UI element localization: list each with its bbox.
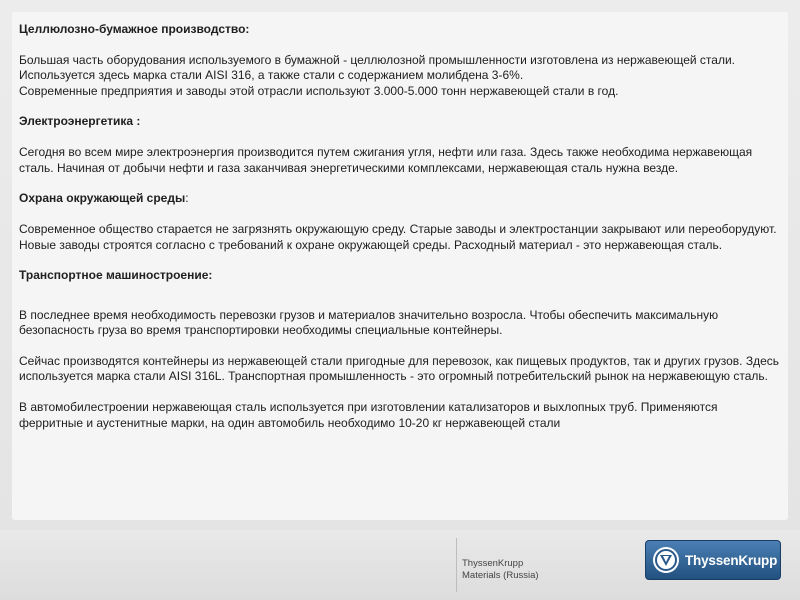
paragraph: Современное общество старается не загрязнять окружающую среду. Старые заводы и электростанции закрывают или переоборудуют. Новые заводы строятся согласно с требований к охране окружающей среды. Расходный материал - это нержавеющая сталь. xyxy=(19,222,777,252)
slide-text xyxy=(19,22,779,431)
company-line-1: ThyssenKrupp xyxy=(462,558,524,569)
section-heading-transport: Транспортное машиностроение: xyxy=(19,268,213,283)
paragraph: В автомобилестроении нержавеющая сталь используется при изготовлении катализаторов и выхлопных труб. Применяются ферритные и аустенитные марки, на один автомобиль необходимо 10-20 кг нержавеющей стали xyxy=(19,400,718,430)
logo-wordmark: ThyssenKrupp xyxy=(685,552,778,568)
company-name xyxy=(462,558,539,582)
paragraph: Сегодня во всем мире электроэнергия производится путем сжигания угля, нефти или газа. Здесь также необходима нержавеющая сталь. Начиная от добычи нефти и газа заканчивая энергетическими комплексами, нержавеющая сталь нужна везде. xyxy=(19,145,753,175)
company-line-2: Materials (Russia) xyxy=(462,570,539,581)
section-heading-environment xyxy=(19,191,779,206)
section-heading-pulp-paper: Целлюлозно-бумажное производство: xyxy=(19,22,250,36)
footer-divider xyxy=(456,538,457,592)
section-heading-environment-label: Охрана окружающей среды xyxy=(19,191,186,206)
paragraph: В последнее время необходимость перевозки грузов и материалов значительно возросла. Чтобы обеспечить максимальную безопасность груза во время транспортировки необходимы специальные контейнеры. xyxy=(19,307,719,338)
thyssenkrupp-logo xyxy=(645,540,781,580)
paragraph: Сейчас производятся контейнеры из нержавеющей стали пригодные для перевозок, как пищевых продуктов, так и других грузов. Здесь используется марка стали AISI 316L. Транспортная промышленность - это огромный потребительский рынок на нержавеющую сталь. xyxy=(19,354,780,384)
section-heading-colon: : xyxy=(185,191,189,206)
thyssenkrupp-emblem-icon xyxy=(653,547,679,573)
paragraph: Большая часть оборудования используемого в бумажной - целлюлозной промышленности изготовлена из нержавеющей стали. Используется здесь марка стали AISI 316, а также стали с содержанием молибдена 3-6%. xyxy=(19,52,735,83)
section-heading-power: Электроэнергетика : xyxy=(19,114,141,129)
paragraph: Современные предприятия и заводы этой отрасли используют 3.000-5.000 тонн нержавеющей стали в год. xyxy=(19,83,619,98)
